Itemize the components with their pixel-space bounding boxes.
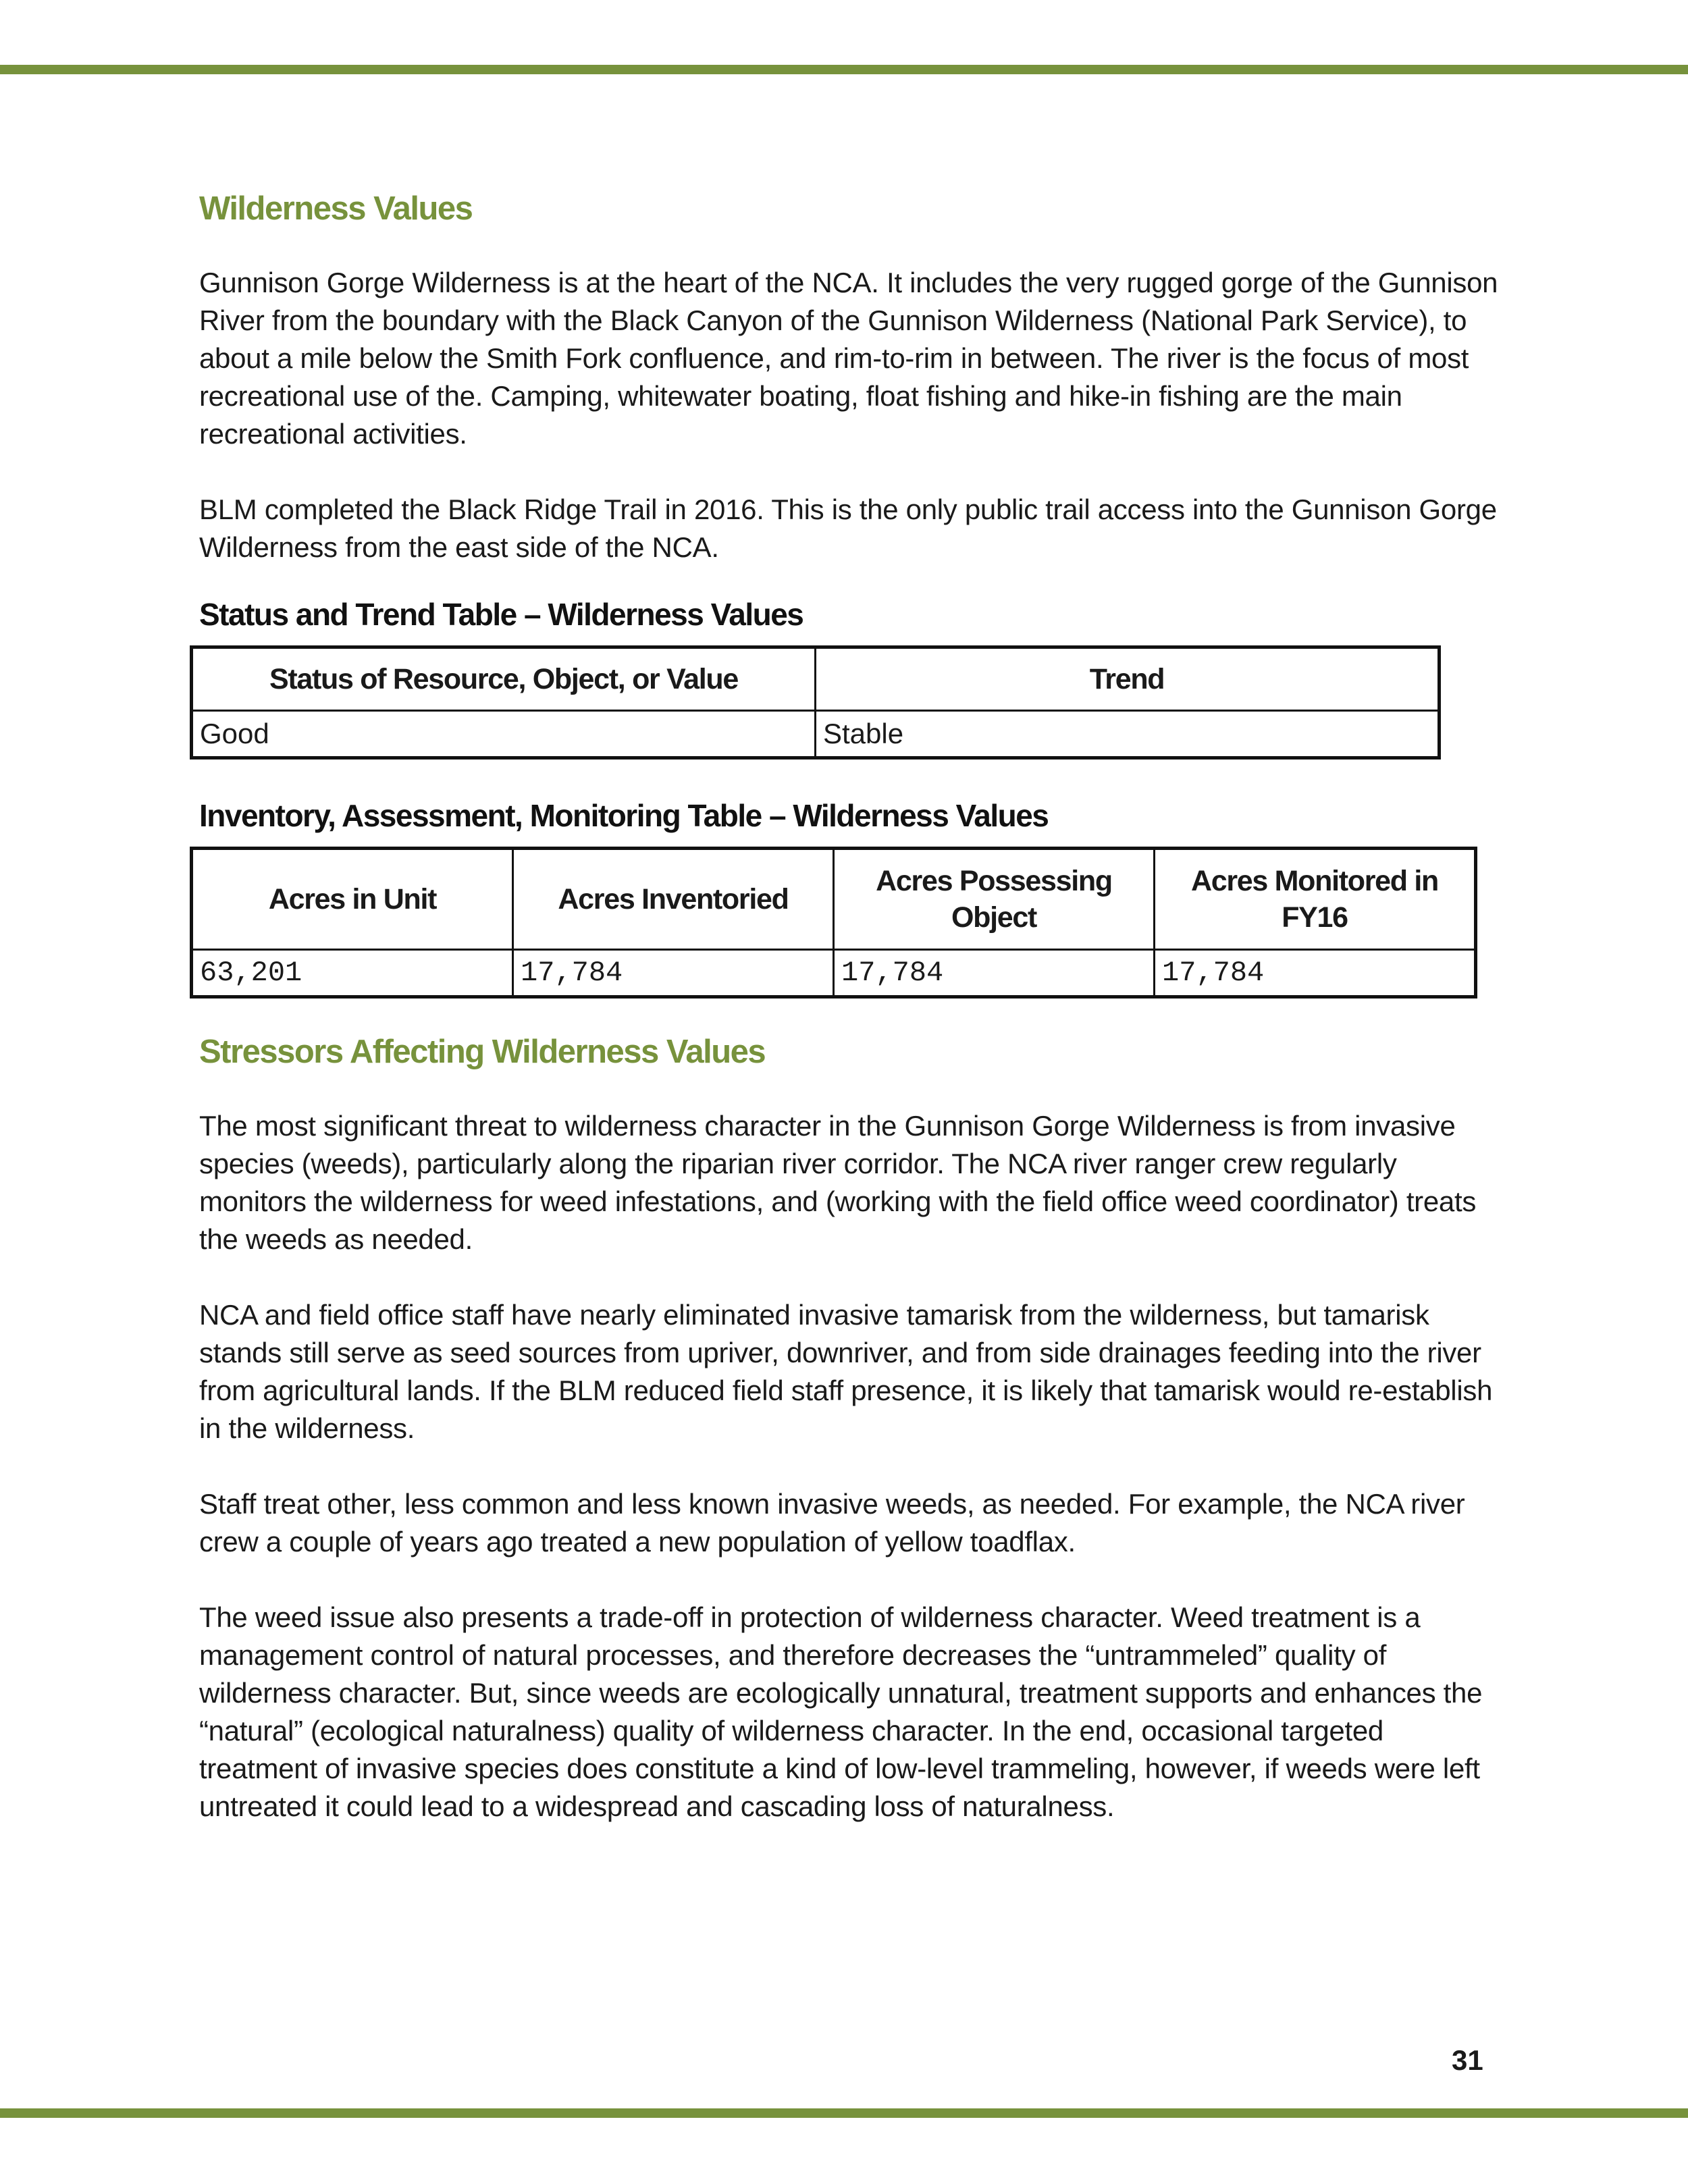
acres-monitored-header: Acres Monitored in FY16 bbox=[1155, 849, 1476, 950]
trend-cell: Stable bbox=[816, 710, 1440, 757]
status-trend-table bbox=[190, 645, 1441, 760]
stressors-paragraph-4: The weed issue also presents a trade-off in protection of wilderness character. Weed treatment is a management control of natural processes, and therefore decreases the “untrammeled” quality of wilderness character. But, since weeds are ecologically unnatural, treatment supports and enhances the “natural” (ecological naturalness) quality of wilderness character. In the end, occasional targeted treatment of invasive species does constitute a kind of low-level trammeling, however, if weeds were left untreated it could lead to a widespread and cascading loss of naturalness. bbox=[199, 1601, 1483, 1822]
wilderness-paragraph-1: Gunnison Gorge Wilderness is at the heart of the NCA. It includes the very rugged gorge of the Gunnison River from the boundary with the Black Canyon of the Gunnison Wilderness (National Park Service), to about a mile below the Smith Fork confluence, and rim-to-rim in between. The river is the focus of most recreational use of the. Camping, whitewater boating, float fishing and hike-in fishing are the main recreational activities. bbox=[199, 266, 1498, 450]
page-number: 31 bbox=[1452, 2044, 1483, 2076]
acres-possessing-object-header: Acres Possessing Object bbox=[834, 849, 1155, 950]
table-row bbox=[192, 710, 1440, 757]
stressors-heading: Stressors Affecting Wilderness Values bbox=[199, 1034, 766, 1071]
acres-possessing-object-cell: 17,784 bbox=[834, 950, 1155, 997]
stressors-paragraph-1: The most significant threat to wilderness character in the Gunnison Gorge Wilderness is from invasive species (weeds), particularly along the riparian river corridor. The NCA river ranger crew regularly monitors the wilderness for weed infestations, and (working with the field office weed coordinator) treats the weeds as needed. bbox=[199, 1109, 1477, 1255]
acres-inventoried-cell: 17,784 bbox=[513, 950, 834, 997]
top-rule bbox=[0, 65, 1688, 74]
table-header-row bbox=[192, 647, 1440, 710]
page-content bbox=[199, 189, 1502, 1826]
status-table-caption: Status and Trend Table – Wilderness Values bbox=[199, 596, 803, 632]
status-cell: Good bbox=[192, 710, 816, 757]
stressors-paragraph-2: NCA and field office staff have nearly eliminated invasive tamarisk from the wilderness, but tamarisk stands still serve as seed sources from upriver, downriver, and from side drainages feeding into the river from agricultural lands. If the BLM reduced field staff presence, it is likely that tamarisk would re-establish in the wilderness. bbox=[199, 1298, 1493, 1444]
stressors-paragraph-3: Staff treat other, less common and less known invasive weeds, as needed. For example, the NCA river crew a couple of years ago treated a new population of yellow toadflax. bbox=[199, 1487, 1465, 1557]
table-header-row bbox=[192, 849, 1476, 950]
inventory-assessment-monitoring-table bbox=[190, 847, 1477, 998]
table-row bbox=[192, 950, 1476, 997]
acres-monitored-cell: 17,784 bbox=[1155, 950, 1476, 997]
acres-in-unit-cell: 63,201 bbox=[192, 950, 513, 997]
bottom-rule bbox=[0, 2108, 1688, 2118]
acres-in-unit-header: Acres in Unit bbox=[192, 849, 513, 950]
wilderness-values-heading: Wilderness Values bbox=[199, 190, 473, 227]
trend-column-header: Trend bbox=[816, 647, 1440, 710]
iam-table-caption: Inventory, Assessment, Monitoring Table – Wilderness Values bbox=[199, 797, 1049, 833]
acres-inventoried-header: Acres Inventoried bbox=[513, 849, 834, 950]
status-column-header: Status of Resource, Object, or Value bbox=[192, 647, 816, 710]
wilderness-paragraph-2: BLM completed the Black Ridge Trail in 2016. This is the only public trail access into the Gunnison Gorge Wilderness from the east side of the NCA. bbox=[199, 493, 1497, 563]
